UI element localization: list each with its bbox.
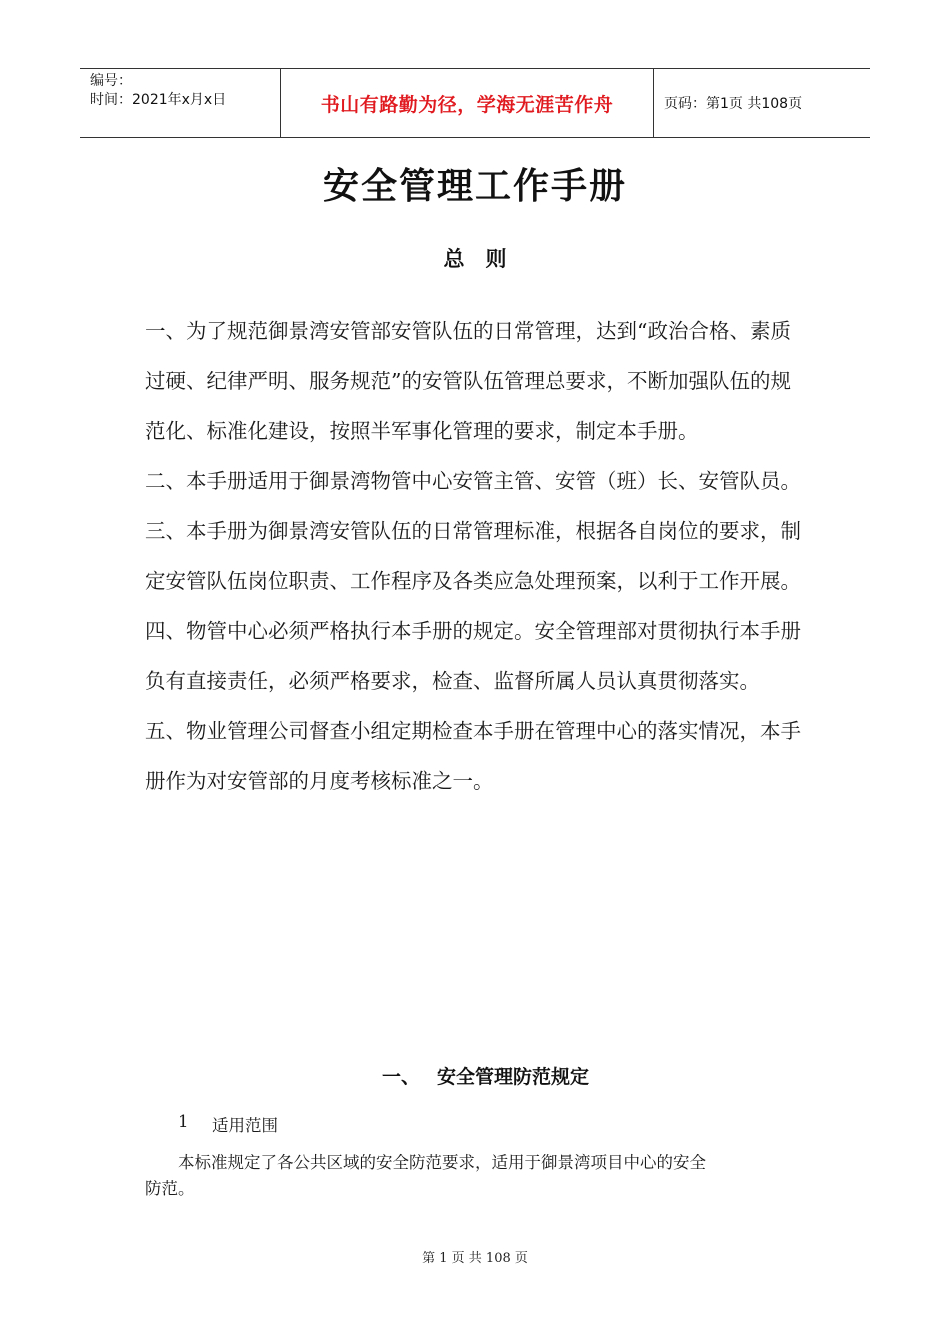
header-number: 编号：	[90, 73, 132, 89]
subsection-heading	[178, 1112, 278, 1136]
header-meta	[80, 69, 281, 137]
subsection-title: 适用范围	[212, 1116, 278, 1135]
paragraph-3: 三、本手册为御景湾安管队伍的日常管理标准，根据各自岗位的要求，制定安管队伍岗位职责、工作程序及各类应急处理预案，以利于工作开展。	[145, 519, 801, 593]
document-title: 安全管理工作手册	[322, 166, 627, 207]
chapter-title: 安全管理防范规定	[437, 1066, 590, 1088]
header-motto: 书山有路勤为径，学海无涯苦作舟	[281, 69, 654, 137]
paragraph-5: 五、物业管理公司督查小组定期检查本手册在管理中心的落实情况，本手册作为对安管部的月度考核标准之一。	[145, 719, 801, 793]
scope-line-1: 本标准规定了各公共区域的安全防范要求，适用于御景湾项目中心的安全	[178, 1153, 706, 1172]
paragraph-2: 二、本手册适用于御景湾物管中心安管主管、安管（班）长、安管队员。	[145, 469, 801, 493]
subsection-number: 1	[178, 1112, 189, 1131]
scope-line-2: 防范。	[145, 1179, 195, 1198]
page-header	[80, 68, 870, 138]
chapter-number: 一、	[382, 1066, 421, 1088]
header-page-info: 页码：第1页 共108页	[664, 96, 803, 112]
body-paragraphs	[145, 306, 810, 806]
paragraph-1: 一、为了规范御景湾安管部安管队伍的日常管理，达到“政治合格、素质过硬、纪律严明、服务规范”的安管队伍管理总要求，不断加强队伍的规范化、标准化建设，按照半军事化管理的要求，制定本手册。	[145, 319, 791, 443]
paragraph-4: 四、物管中心必须严格执行本手册的规定。安全管理部对贯彻执行本手册负有直接责任，必须严格要求，检查、监督所属人员认真贯彻落实。	[145, 619, 801, 693]
header-date: 时间：2021年x月x日	[90, 92, 227, 108]
scope-paragraph	[145, 1150, 818, 1202]
section-title: 总 则	[443, 247, 507, 271]
page-footer: 第 1 页 共 108 页	[422, 1251, 528, 1266]
chapter-heading	[382, 1062, 589, 1089]
